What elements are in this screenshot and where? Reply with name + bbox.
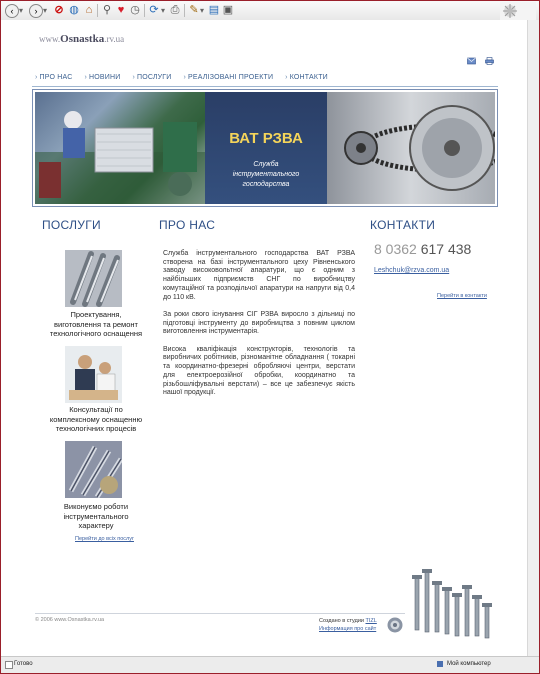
chevron-down-icon[interactable]: ▾ [200,6,205,15]
service-caption-design[interactable]: Проектування, виготовлення та ремонт технологічного оснащення [49,310,143,338]
status-text: Готово [14,661,33,667]
about-paragraph: Висока кваліфікація конструкторів, технологів та виробничих робітників, різноманітне обладнання ( токарні та координатно-фрезерні обробляючі центри, верстати для електроерозійної обробки, координатно та різьбошліфувальні верстати) – все це забезпечує якість нашої продукції. [163,345,355,397]
chevron-down-icon[interactable]: ▾ [19,6,24,15]
browser-throbber [500,2,536,20]
edit-icon[interactable]: ✎ [189,4,199,16]
about-paragraph: Служба інструментального господарства ВАТ РЗВА створена на базі інструментального цеху Рівненського заводу високовольтної апаратури, що є одним з найбільших підприємств СНГ по виробництву комутаційної та розподільчої апаратури на напруги від 0,4 до 110 кВ. [163,250,355,301]
about-text [163,250,355,407]
back-icon[interactable]: ‹ [5,4,19,18]
service-image-consulting[interactable] [65,346,122,403]
about-heading: ПРО НАС [159,218,216,232]
globe-icon[interactable]: ◍ [69,4,79,16]
bolts-decoration [405,568,501,640]
service-caption-consulting[interactable]: Консультації по комплексному оснащенню технологічних процесів [49,405,143,433]
refresh-icon[interactable]: ⟳ [149,4,159,16]
arrow-right-icon: › [84,74,87,81]
search-icon[interactable]: ⚲ [102,4,112,16]
nav-item-news[interactable]: › НОВИНИ [84,74,121,81]
zone-text: Мой компьютер [447,661,491,667]
footer-divider [35,613,405,614]
contacts-page-link[interactable]: Перейти в контакти [437,293,487,299]
banner-subtitle: Служба інструментального господарства [232,161,300,188]
window-icon[interactable]: ▣ [222,4,234,16]
history-icon[interactable]: ◷ [130,4,140,16]
arrow-right-icon: › [183,74,187,81]
browser-toolbar [1,1,539,21]
nav-item-contacts[interactable]: › КОНТАКТИ [285,74,328,81]
nav-item-about[interactable]: › ПРО НАС [35,74,73,81]
nav-item-projects[interactable]: › РЕАЛІЗОВАНІ ПРОЕКТИ [183,74,274,81]
studio-logo-icon[interactable] [387,617,403,633]
about-paragraph: За роки свого існування СІГ РЗВА виросло з дільниці по підготовці інструменту до виробництва з повним циклом виготовлення інструментарія. [163,310,355,336]
home-icon[interactable]: ⌂ [85,4,93,16]
computer-icon [437,661,443,667]
mail-icon[interactable] [467,57,476,65]
banner-title-panel [205,92,327,204]
favorites-icon[interactable]: ♥ [117,4,125,16]
print-icon[interactable]: ⎙ [170,4,180,16]
site-info-link[interactable]: Информация про сайт [319,626,377,632]
chevron-down-icon[interactable]: ▾ [161,6,166,15]
contacts-heading: КОНТАКТИ [370,218,436,232]
arrow-right-icon: › [35,74,38,81]
site-logo[interactable]: www.Osnastka.rv.ua [39,33,125,45]
mail-icon[interactable]: ▤ [208,4,220,16]
browser-statusbar [1,656,539,673]
footer-copyright: © 2006 www.Osnastka.rv.ua [35,617,105,623]
contact-email-link[interactable]: Leshchuk@rzva.com.ua [374,267,450,274]
banner-title: ВАТ РЗВА [229,130,303,147]
page-icon [5,661,13,669]
banner-photo-gear [327,92,495,204]
service-image-design[interactable] [65,250,122,307]
footer-credits: Создано в студии TIZL Информация про сайт [319,618,377,632]
stop-icon[interactable]: ⊘ [54,4,64,16]
main-nav [35,74,338,86]
arrow-right-icon: › [132,74,135,81]
contact-phone: 8 0362 617 438 [374,241,472,257]
arrow-right-icon: › [285,74,288,81]
banner-photo-workshop [35,92,205,204]
page-scrollbar[interactable] [527,20,539,656]
services-heading: ПОСЛУГИ [42,218,101,232]
all-services-link[interactable]: Перейти до всіх послуг [75,536,134,542]
forward-icon[interactable]: › [29,4,43,18]
studio-link[interactable]: TIZL [365,618,377,624]
nav-divider [32,86,498,87]
service-caption-tooling[interactable]: Виконуємо роботи інструментального характеру [63,502,129,530]
web-page [1,20,527,656]
nav-item-services[interactable]: › ПОСЛУГИ [132,74,172,81]
service-image-tooling[interactable] [65,441,122,498]
chevron-down-icon[interactable]: ▾ [43,6,48,15]
print-icon[interactable] [485,57,494,65]
hero-banner [32,89,498,207]
